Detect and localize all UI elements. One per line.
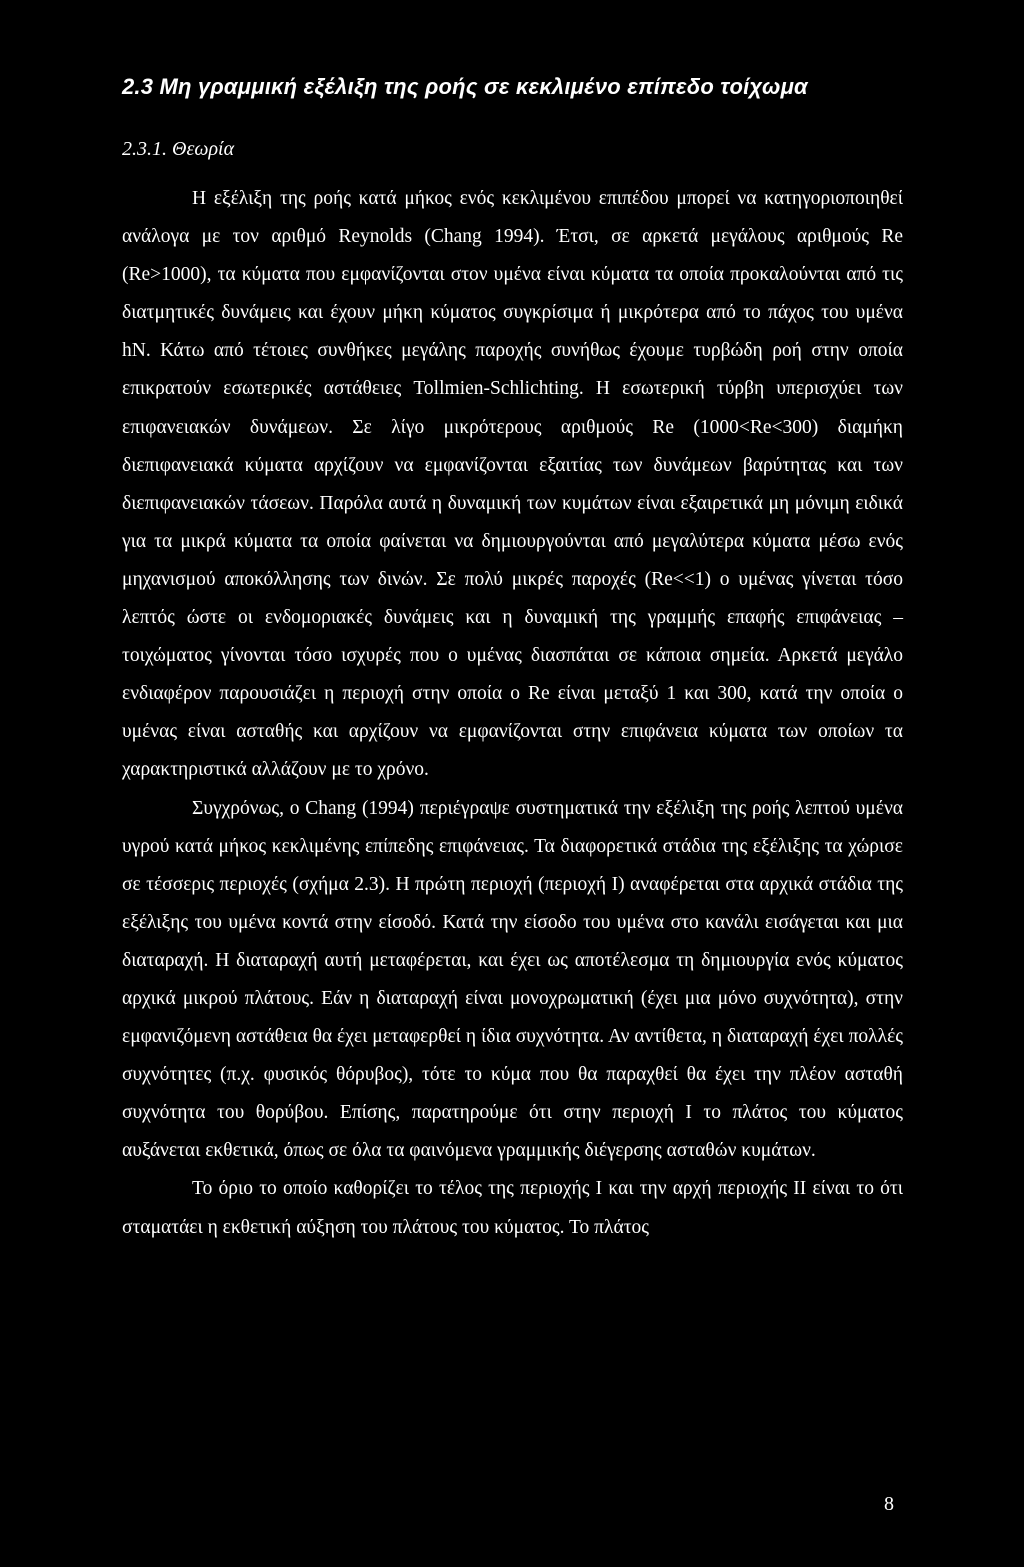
paragraph: Συγχρόνως, ο Chang (1994) περιέγραψε συστηματικά την εξέλιξη της ροής λεπτού υμένα υγρού κατά μήκος κεκλιμένης επίπεδης επιφάνειας. Τα διαφορετικά στάδια της εξέλιξης τα χώρισε σε τέσσερις περιοχές (σχήμα 2.3). Η πρώτη περιοχή (περιοχή I) αναφέρεται στα αρχικά στάδια της εξέλιξης του υμένα κοντά στην είσοδό. Κατά την είσοδο του υμένα στο κανάλι εισάγεται και μια διαταραχή. Η διαταραχή αυτή μεταφέρεται, και έχει ως αποτέλεσμα τη δημιουργία ενός κύματος αρχικά μικρού πλάτους. Εάν η διαταραχή είναι μονοχρωματική (έχει μια μόνο συχνότητα), στην εμφανιζόμενη αστάθεια θα έχει μεταφερθεί η ίδια συχνότητα. Αν αντίθετα, η διαταραχή έχει πολλές συχνότητες (π.χ. φυσικός θόρυβος), τότε το κύμα που θα παραχθεί θα έχει την πλέον ασταθή συχνότητα του θορύβου. Επίσης, παρατηρούμε ότι στην περιοχή I το πλάτος του κύματος αυξάνεται εκθετικά, όπως σε όλα τα φαινόμενα γραμμικής διέγερσης ασταθών κυμάτων. — [122, 797, 903, 1162]
subsection-title: 2.3.1. Θεωρία — [122, 138, 235, 160]
paragraph: Η εξέλιξη της ροής κατά μήκος ενός κεκλιμένου επιπέδου μπορεί να κατηγοριοποιηθεί ανάλογα με τον αριθμό Reynolds (Chang 1994). Έτσι, σε αρκετά μεγάλους αριθμούς Re (Re>1000), τα κύματα που εμφανίζονται στον υμένα είναι κύματα τα οποία προκαλούνται από τις διατμητικές δυνάμεις και έχουν μήκη κύματος συγκρίσιμα ή μικρότερα από το πάχος του υμένα hN. Κάτω από τέτοιες συνθήκες μεγάλης παροχής συνήθως έχουμε τυρβώδη ροή στην οποία επικρατούν εσωτερικές αστάθειες Tollmien-Schlichting. Η εσωτερική τύρβη υπερισχύει των επιφανειακών δυνάμεων. Σε λίγο μικρότερους αριθμούς Re (1000<Re<300) διαμήκη διεπιφανειακά κύματα αρχίζουν να εμφανίζονται εξαιτίας των δυνάμεων βαρύτητας και των διεπιφανειακών τάσεων. Παρόλα αυτά η δυναμική των κυμάτων είναι εξαιρετικά μη μόνιμη ειδικά για τα μικρά κύματα τα οποία φαίνεται να δημιουργούνται από μεγαλύτερα κύματα μέσω ενός μηχανισμού αποκόλλησης των δινών. Σε πολύ μικρές παροχές (Re<<1) ο υμένας γίνεται τόσο λεπτός ώστε οι ενδομοριακές δυνάμεις και η δυναμική της γραμμής επαφής επιφάνειας – τοιχώματος γίνονται τόσο ισχυρές που ο υμένας διασπάται σε κάποια σημεία. Αρκετά μεγάλο ενδιαφέρον παρουσιάζει η περιοχή στην οποία ο Re είναι μεταξύ 1 και 300, κατά την οποία ο υμένας είναι ασταθής και αρχίζουν να εμφανίζονται στην επιφάνεια κύματα των οποίων τα χαρακτηριστικά αλλάζουν με το χρόνο. — [122, 188, 903, 781]
page-number: 8 — [884, 1493, 894, 1515]
section-title: 2.3 Μη γραμμική εξέλιξη της ροής σε κεκλιμένο επίπεδο τοίχωμα — [122, 74, 808, 99]
body-text — [122, 180, 903, 1247]
paragraph: Το όριο το οποίο καθορίζει το τέλος της περιοχής I και την αρχή περιοχής II είναι το ότι σταματάει η εκθετική αύξηση του πλάτους του κύματος. Το πλάτος — [122, 1178, 903, 1238]
